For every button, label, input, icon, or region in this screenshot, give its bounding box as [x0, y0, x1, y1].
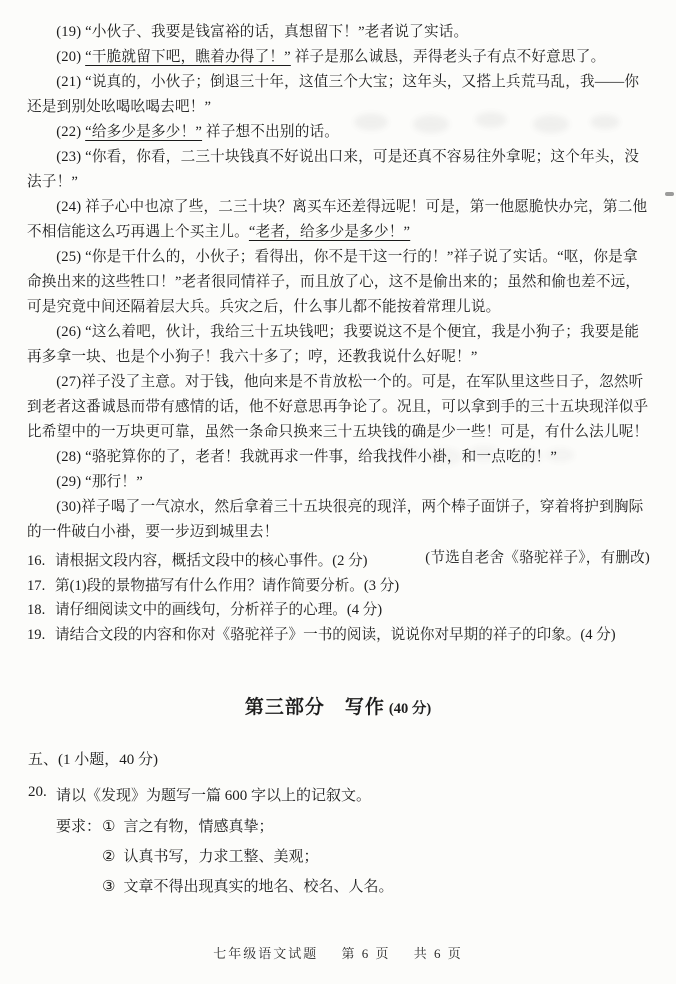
requirement-row — [56, 812, 393, 842]
question-row — [27, 598, 656, 623]
passage-paragraph — [27, 245, 650, 320]
question-row — [27, 574, 656, 599]
requirement-text: 文章不得出现真实的地名、校名、人名。 — [123, 879, 394, 895]
section-heading — [0, 692, 676, 719]
passage-text: 祥子是那么诚恳，弄得老头子有点不好意思了。 — [290, 49, 606, 65]
passage-text: 祥子想不出别的话。 — [202, 124, 340, 140]
passage-text: (19) “小伙子、我要是钱富裕的话，真想留下！”老者说了实话。 — [56, 24, 469, 40]
passage-text: (22) — [56, 124, 86, 140]
question-text: 请仔细阅读文中的画线句，分析祥子的心理。(4 分) — [55, 602, 383, 618]
page-footer — [0, 943, 676, 962]
writing-prompt-text: 请以《发现》为题写一篇 600 字以上的记叙文。 — [56, 788, 372, 804]
footer-page-number: 第 6 页 — [341, 946, 391, 961]
subsection-label: 五、(1 小题，40 分) — [28, 752, 158, 768]
passage-text: (26) “这么着吧，伙计，我给三十五块钱吧；我要说这不是个便宜，我是小狗子；我要是能再多拿一块、也是个小狗子！我六十多了；哼，还教我说什么好呢！” — [27, 324, 640, 365]
passage-paragraph — [27, 495, 650, 545]
question-number: 16. — [27, 553, 46, 569]
question-number: 17. — [27, 577, 46, 594]
section-title: 第三部分 写作 — [244, 697, 385, 718]
section-score: (40 分) — [388, 701, 432, 717]
requirement-row — [102, 842, 393, 872]
passage-paragraph — [27, 120, 650, 145]
passage-text: (30)祥子喝了一气凉水，然后拿着三十五块很亮的现洋，两个棒子面饼子，穿着将护到胸际的一件破白小褂，要一步迈到城里去！ — [27, 499, 644, 540]
passage-text: (25) “你是干什么的，小伙子；看得出，你不是干这一行的！”祥子说了实话。“呕，你是拿命换出来的这些牲口！”老者很同情祥子，而且放了心，这不是偷出来的；虽然和偷也差不远，可是究竟中间还隔着层大兵。兵灾之后，什么事儿都不能按着常理儿说。 — [27, 249, 641, 315]
passage-text: (20) — [56, 49, 86, 65]
passage-text: (28) “骆驼算你的了，老者！我就再求一件事，给我找件小褂，和一点吃的！” — [56, 449, 558, 465]
passage-paragraph — [27, 45, 650, 70]
passage-paragraph — [27, 370, 650, 445]
footer-paper-title: 七年级语文试题 — [213, 946, 319, 961]
passage-paragraph — [27, 145, 650, 195]
passage-paragraph — [27, 445, 650, 470]
passage-paragraph — [27, 70, 650, 120]
passage-text: (27)祥子没了主意。对于钱，他向来是不肯放松一个的。可是，在军队里这些日子，忽然听到老者这番诚恳而带有感情的话，他不好意思再争论了。况且，可以拿到手的三十五块现洋似乎比希望中的一万块更可靠，虽然一条命只换来三十五块钱的确是少一些！可是，有什么法儿呢！ — [27, 374, 649, 440]
writing-requirements — [56, 812, 393, 902]
passage-text: (23) “你看，你看，二三十块钱真不好说出口来，可是还真不容易往外拿呢；这个年头，没法子！” — [27, 149, 640, 190]
passage-paragraph — [27, 20, 650, 45]
question-row — [27, 549, 656, 574]
passage-text: (21) “说真的，小伙子；倒退三十年，这值三个大宝；这年头，又搭上兵荒马乱，我——你还是到别处吆喝吆喝去吧！” — [27, 74, 640, 115]
footer-page-total: 共 6 页 — [413, 946, 463, 961]
writing-prompt — [28, 784, 656, 805]
requirement-text: 认真书写，力求工整、美观； — [123, 849, 319, 865]
underlined-sentence: “干脆就留下吧，瞧着办得了！” — [85, 49, 291, 65]
passage-paragraph — [27, 470, 650, 495]
question-text: 第(1)段的景物描写有什么作用？请作简要分析。(3 分) — [55, 577, 400, 594]
requirement-text: 言之有物，情感真挚； — [123, 819, 274, 835]
question-text: 请根据文段内容，概括文段中的核心事件。(2 分) — [55, 553, 368, 569]
requirement-marker: ② — [102, 849, 116, 865]
passage-paragraph — [27, 195, 650, 245]
passage-text: (29) “那行！” — [56, 474, 143, 490]
question-text: 请结合文段的内容和你对《骆驼祥子》一书的阅读，说说你对早期的祥子的印象。(4 分) — [55, 626, 616, 643]
passage-text: (24) 祥子心中也凉了些，二三十块？离买车还差得远呢！可是，第一他愿脆快办完，第二他不相信能这么巧再遇上个买主儿。 — [27, 199, 648, 240]
requirement-row — [102, 872, 393, 902]
underlined-sentence: “给多少是多少！” — [85, 124, 203, 140]
question-number: 18. — [27, 602, 46, 618]
reading-passage — [27, 20, 650, 571]
question-number: 19. — [27, 626, 46, 643]
underlined-sentence: “老者，给多少是多少！” — [248, 224, 411, 240]
requirements-label: 要求： — [56, 819, 102, 835]
passage-source: (节选自老舍《骆驼祥子》，有删改) — [425, 550, 650, 566]
requirement-marker: ① — [102, 819, 116, 835]
writing-prompt-number: 20. — [28, 784, 47, 800]
reading-question-list — [27, 549, 656, 647]
scan-artifact — [665, 192, 674, 196]
question-row — [27, 623, 656, 648]
passage-paragraph — [27, 320, 650, 370]
requirement-marker: ③ — [102, 879, 116, 895]
